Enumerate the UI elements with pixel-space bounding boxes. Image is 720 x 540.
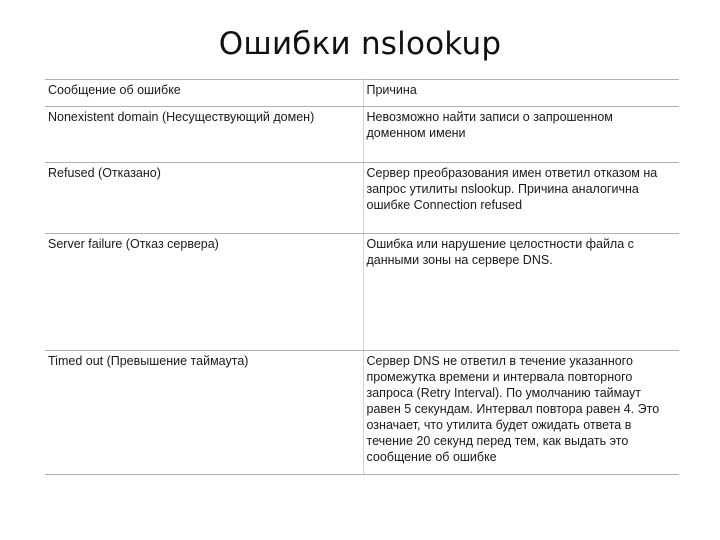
error-reason-cell: Невозможно найти записи о запрошенном доменном имени <box>363 107 679 163</box>
table-row <box>45 163 679 234</box>
error-reason-cell: Сервер преобразования имен ответил отказом на запрос утилиты nslookup. Причина аналогична ошибке Connection refused <box>363 163 679 234</box>
table-row <box>45 234 679 351</box>
error-message-cell: Refused (Отказано) <box>45 163 363 234</box>
error-reason-cell: Ошибка или нарушение целостности файла с данными зоны на сервере DNS. <box>363 234 679 351</box>
error-message-cell: Server failure (Отказ сервера) <box>45 234 363 351</box>
header-reason: Причина <box>363 80 679 107</box>
table-row <box>45 107 679 163</box>
error-message-cell: Timed out (Превышение таймаута) <box>45 351 363 475</box>
header-message: Сообщение об ошибке <box>45 80 363 107</box>
error-reason-cell: Сервер DNS не ответил в течение указанного промежутка времени и интервала повторного запроса (Retry Interval). По умолчанию таймаут равен 5 секундам. Интервал повтора равен 4. Это означает, что утилита будет ожидать ответа в течение 20 секунд перед тем, как выдать это сообщение об ошибке <box>363 351 679 475</box>
table-row <box>45 351 679 475</box>
slide-title: Ошибки nslookup <box>218 26 502 62</box>
errors-table <box>45 79 679 475</box>
table-header-row <box>45 80 679 107</box>
error-message-cell: Nonexistent domain (Несуществующий домен) <box>45 107 363 163</box>
